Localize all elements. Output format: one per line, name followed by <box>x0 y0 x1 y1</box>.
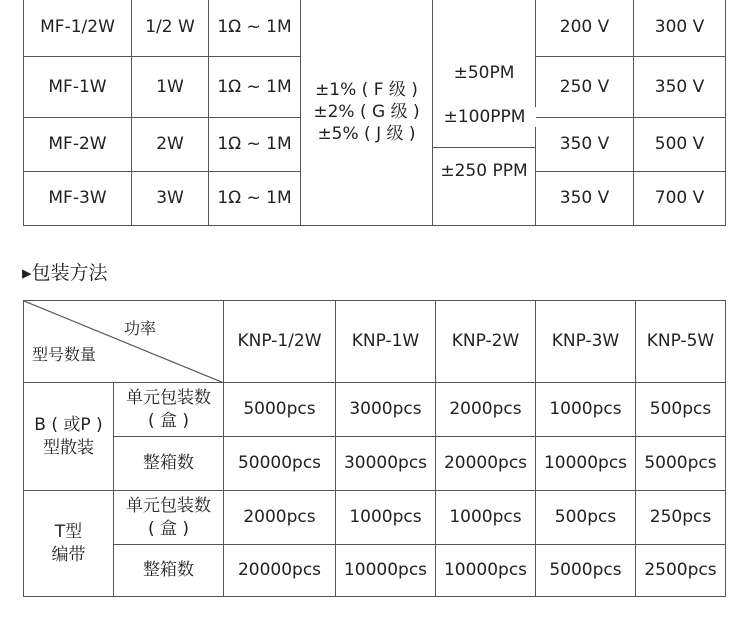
tcr-divider <box>433 147 536 148</box>
range-cell: 1Ω ~ 1M <box>209 57 301 118</box>
value-cell: 10000pcs <box>536 437 636 491</box>
value-cell: 1000pcs <box>336 491 436 545</box>
model-cell: MF-2W <box>24 118 132 172</box>
section-title: 包装方法 <box>31 262 108 284</box>
section-marker-icon: ▸ <box>22 262 32 284</box>
value-cell: 20000pcs <box>224 545 336 597</box>
value-cell: 5000pcs <box>224 383 336 437</box>
column-header: KNP-5W <box>636 301 726 383</box>
voltage-b-cell: 300 V <box>634 0 726 57</box>
spec-table <box>23 0 726 226</box>
value-cell: 2000pcs <box>436 383 536 437</box>
row-label-line: 单元包装数 <box>126 388 211 409</box>
value-cell: 30000pcs <box>336 437 436 491</box>
table-row <box>24 383 726 437</box>
column-header: KNP-1W <box>336 301 436 383</box>
value-cell: 500pcs <box>536 491 636 545</box>
value-cell: 10000pcs <box>436 545 536 597</box>
diag-top-label: 功率 <box>124 319 157 338</box>
value-cell: 2500pcs <box>636 545 726 597</box>
tcr-cell: ±50PM <box>433 0 536 118</box>
value-cell: 1000pcs <box>436 491 536 545</box>
header-row <box>24 301 726 383</box>
spec-row <box>24 0 726 57</box>
row-label-line: ( 盒 ) <box>147 518 190 539</box>
table-row <box>24 545 726 597</box>
range-cell: 1Ω ~ 1M <box>209 0 301 57</box>
tolerance-line: ±1% ( F 级 ) <box>315 79 418 100</box>
voltage-a-cell: 350 V <box>536 172 634 226</box>
diagonal-line <box>24 301 224 383</box>
value-cell: 1000pcs <box>536 383 636 437</box>
voltage-a-cell: 350 V <box>536 118 634 172</box>
value-cell: 5000pcs <box>536 545 636 597</box>
group-type-cell <box>24 491 114 597</box>
model-cell: MF-3W <box>24 172 132 226</box>
voltage-b-cell: 350 V <box>634 57 726 118</box>
value-cell: 5000pcs <box>636 437 726 491</box>
group-type-cell <box>24 383 114 491</box>
row-label-line: 单元包装数 <box>126 496 211 517</box>
table-row <box>24 491 726 545</box>
value-cell: 50000pcs <box>224 437 336 491</box>
voltage-a-cell: 250 V <box>536 57 634 118</box>
row-label-cell: 整箱数 <box>114 545 224 597</box>
value-cell: 20000pcs <box>436 437 536 491</box>
table-row <box>24 437 726 491</box>
range-cell: 1Ω ~ 1M <box>209 118 301 172</box>
row-label-cell: 整箱数 <box>114 437 224 491</box>
model-cell: MF-1/2W <box>24 0 132 57</box>
row-label-cell <box>114 383 224 437</box>
group-type-line: T型 <box>54 522 83 543</box>
power-cell: 1/2 W <box>132 0 209 57</box>
power-cell: 3W <box>132 172 209 226</box>
tolerance-cell <box>301 0 433 226</box>
column-header: KNP-1/2W <box>224 301 336 383</box>
voltage-b-cell: 500 V <box>634 118 726 172</box>
value-cell: 250pcs <box>636 491 726 545</box>
diagonal-header-cell <box>24 301 224 383</box>
range-cell: 1Ω ~ 1M <box>209 172 301 226</box>
power-cell: 1W <box>132 57 209 118</box>
tcr-middle-label: ±100PPM <box>433 107 536 127</box>
tcr-cell: ±250 PPM <box>433 118 536 226</box>
tolerance-line: ±5% ( J 级 ) <box>317 124 416 145</box>
group-type-line: B ( 或P ) <box>34 415 103 436</box>
value-cell: 500pcs <box>636 383 726 437</box>
row-label-cell <box>114 491 224 545</box>
column-header: KNP-3W <box>536 301 636 383</box>
model-cell: MF-1W <box>24 57 132 118</box>
column-header: KNP-2W <box>436 301 536 383</box>
value-cell: 3000pcs <box>336 383 436 437</box>
group-type-line: 型散装 <box>43 437 94 458</box>
value-cell: 2000pcs <box>224 491 336 545</box>
value-cell: 10000pcs <box>336 545 436 597</box>
voltage-b-cell: 700 V <box>634 172 726 226</box>
section-heading <box>22 258 108 285</box>
diag-bottom-label: 型号数量 <box>32 345 97 364</box>
packaging-table <box>23 300 726 597</box>
group-type-line: 编带 <box>51 544 86 565</box>
voltage-a-cell: 200 V <box>536 0 634 57</box>
row-label-line: ( 盒 ) <box>147 410 190 431</box>
power-cell: 2W <box>132 118 209 172</box>
tolerance-line: ±2% ( G 级 ) <box>313 101 420 122</box>
